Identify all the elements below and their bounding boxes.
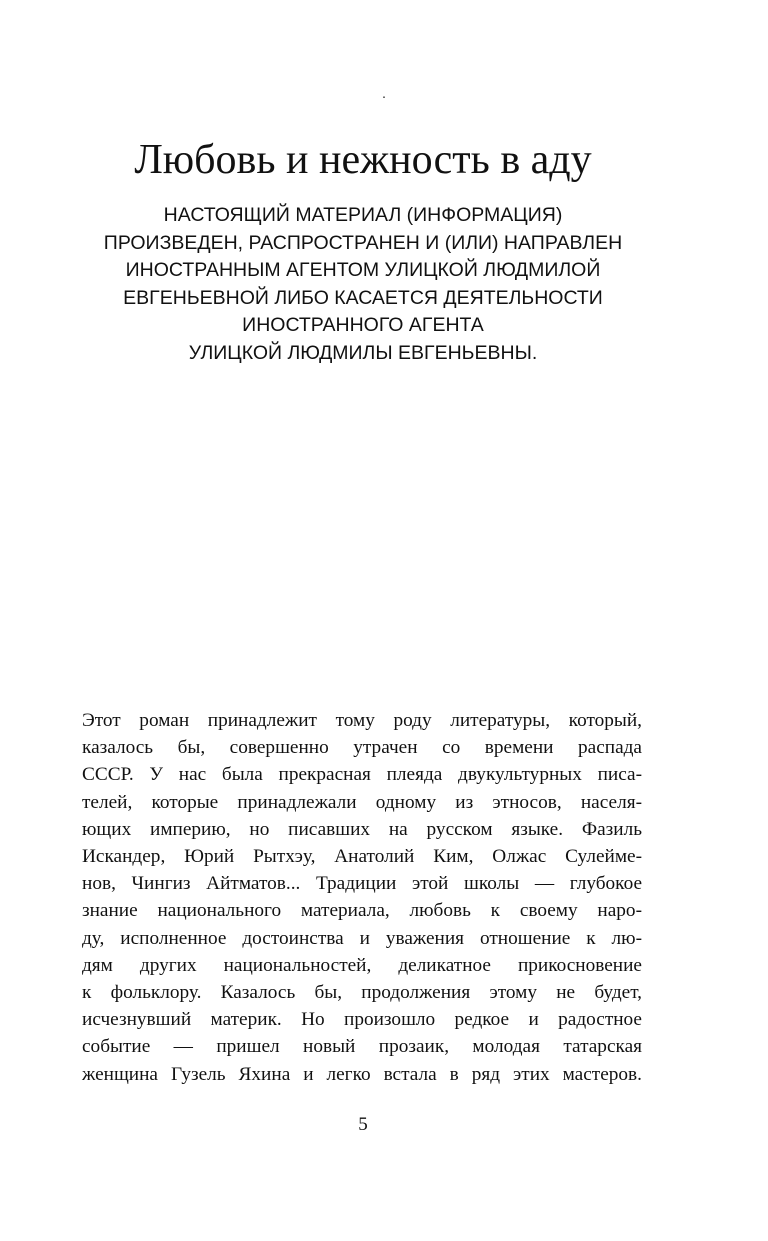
text-line: ду, исполненное достоинства и уважения отношение к лю- xyxy=(82,927,642,949)
text-line: исчезнувший материк. Но произошло редкое и радостное xyxy=(82,1009,642,1031)
notice-line: ИНОСТРАННОГО АГЕНТА xyxy=(242,314,484,336)
chapter-title: Любовь и нежность в аду xyxy=(134,137,592,183)
text-line: СССР. У нас была прекрасная плеяда двукультурных писа- xyxy=(82,764,642,786)
text-line: Искандер, Юрий Рытхэу, Анатолий Ким, Олжас Сулейме- xyxy=(82,846,642,868)
notice-line: ПРОИЗВЕДЕН, РАСПРОСТРАНЕН И (ИЛИ) НАПРАВЛЕН xyxy=(103,231,623,254)
text-line: к фольклору. Казалось бы, продолжения этому не будет, xyxy=(82,982,642,1004)
text-line: ющих империю, но писавших на русском языке. Фазиль xyxy=(82,818,642,840)
text-line: дям других национальностей, деликатное прикосновение xyxy=(82,954,642,976)
text-line: событие — пришел новый прозаик, молодая татарская xyxy=(82,1036,642,1058)
body-paragraph xyxy=(82,707,642,1088)
top-mark: . xyxy=(382,87,386,102)
text-line: Этот роман принадлежит тому роду литературы, который, xyxy=(82,710,642,731)
notice-line: ЕВГЕНЬЕВНОЙ ЛИБО КАСАЕТСЯ ДЕЯТЕЛЬНОСТИ xyxy=(123,286,603,309)
notice-line: ИНОСТРАННЫМ АГЕНТОМ УЛИЦКОЙ ЛЮДМИЛОЙ xyxy=(125,259,601,281)
text-line: телей, которые принадлежали одному из этносов, населя- xyxy=(82,791,642,813)
foreign-agent-notice xyxy=(0,202,726,367)
page-number: 5 xyxy=(358,1114,368,1135)
text-line: нов, Чингиз Айтматов... Традиции этой школы — глубокое xyxy=(82,873,642,895)
text-line: казалось бы, совершенно утрачен со времени распада xyxy=(82,737,642,759)
text-line: знание национального материала, любовь к своему наро- xyxy=(82,900,642,922)
notice-line: НАСТОЯЩИЙ МАТЕРИАЛ (ИНФОРМАЦИЯ) xyxy=(163,204,563,226)
text-line: женщина Гузель Яхина и легко встала в ряд этих мастеров. xyxy=(82,1063,642,1085)
notice-line: УЛИЦКОЙ ЛЮДМИЛЫ ЕВГЕНЬЕВНЫ. xyxy=(188,341,538,364)
